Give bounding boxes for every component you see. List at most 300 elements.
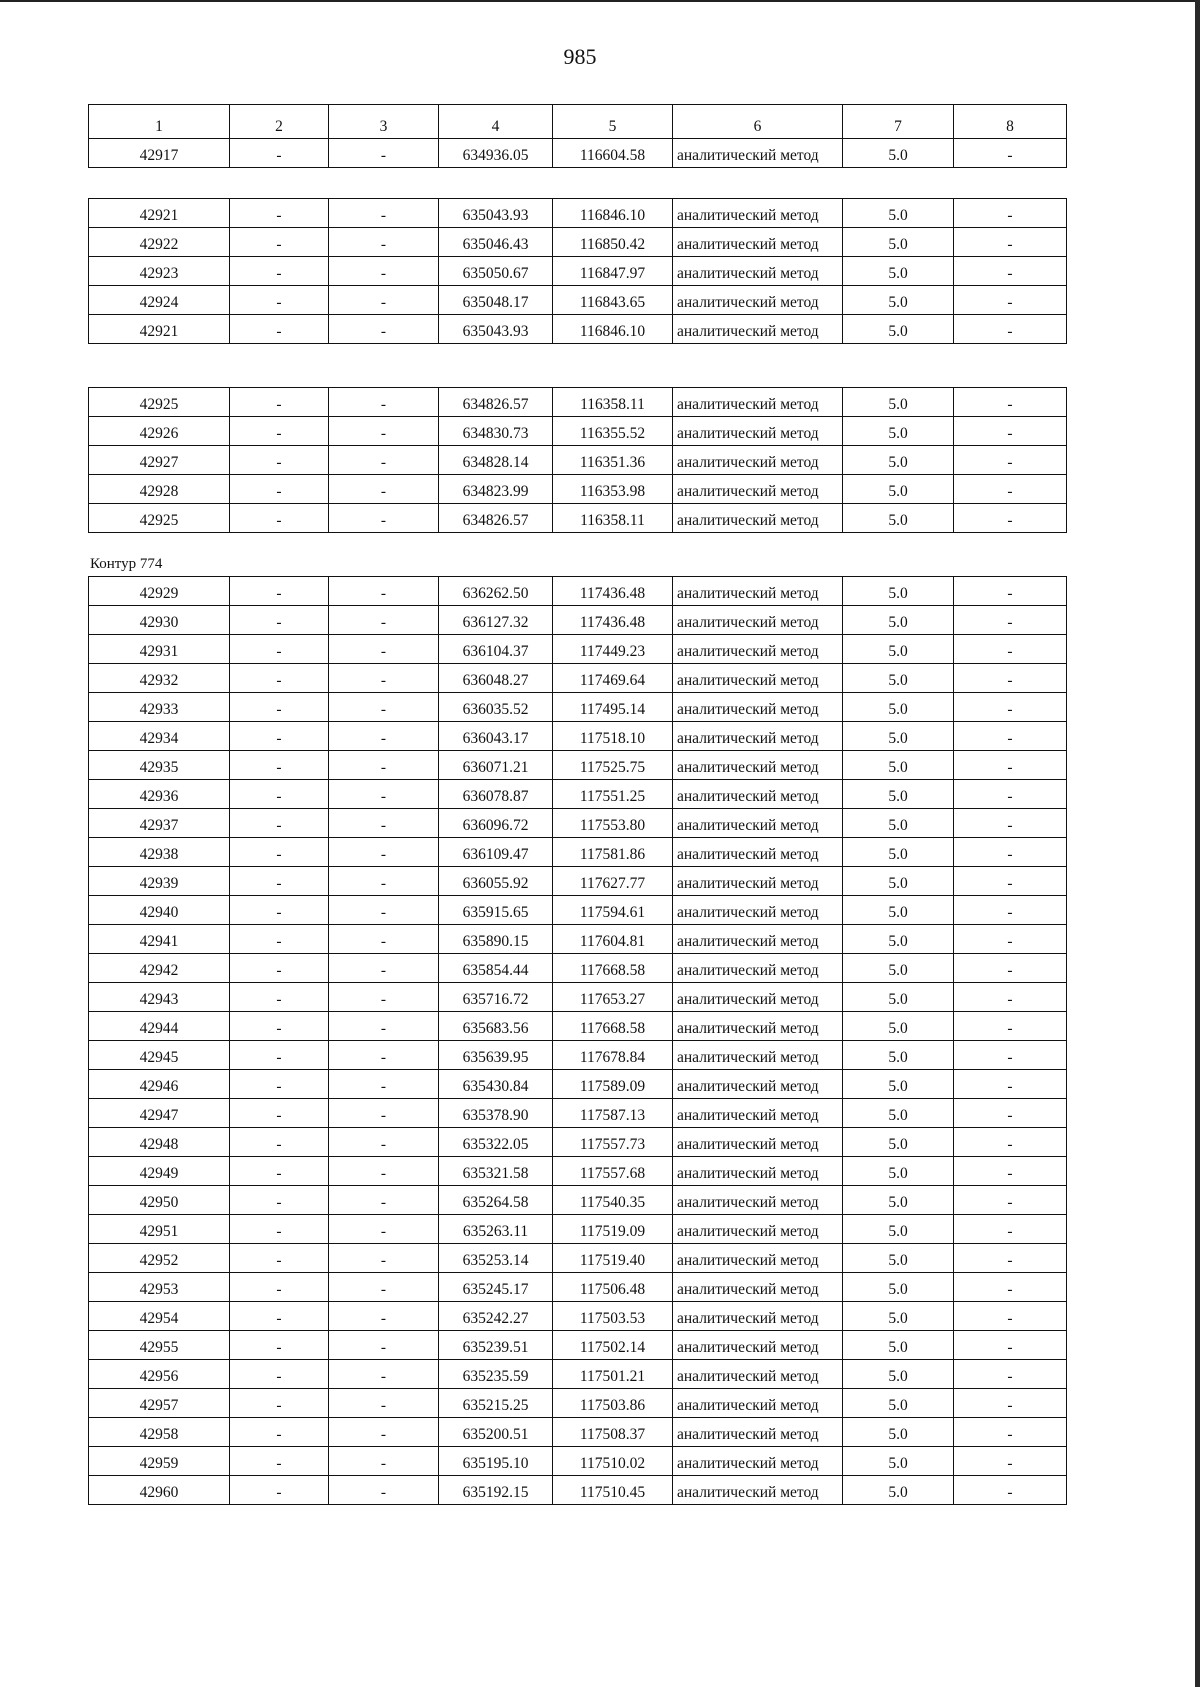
col-3-cell: - <box>329 1099 439 1128</box>
table-row <box>89 388 1067 417</box>
coord-y-cell: 117557.68 <box>553 1157 673 1186</box>
col-2-cell: - <box>230 838 329 867</box>
point-number-cell: 42921 <box>89 199 230 228</box>
col-2-cell: - <box>230 780 329 809</box>
col-2-cell: - <box>230 388 329 417</box>
col-8-cell: - <box>954 257 1067 286</box>
coord-y-cell: 117510.02 <box>553 1447 673 1476</box>
coord-x-cell: 635890.15 <box>439 925 553 954</box>
point-number-cell: 42948 <box>89 1128 230 1157</box>
method-cell: аналитический метод <box>673 475 843 504</box>
col-3-cell: - <box>329 1186 439 1215</box>
coord-y-cell: 116351.36 <box>553 446 673 475</box>
accuracy-cell: 5.0 <box>843 925 954 954</box>
table-row <box>89 315 1067 344</box>
method-cell: аналитический метод <box>673 1041 843 1070</box>
table-block-4 <box>88 576 1067 1505</box>
table-row <box>89 417 1067 446</box>
table-row <box>89 1302 1067 1331</box>
col-3-cell: - <box>329 139 439 168</box>
coord-y-cell: 116355.52 <box>553 417 673 446</box>
col-2-cell: - <box>230 1128 329 1157</box>
col-2-cell: - <box>230 983 329 1012</box>
coord-x-cell: 636104.37 <box>439 635 553 664</box>
method-cell: аналитический метод <box>673 983 843 1012</box>
col-8-cell: - <box>954 475 1067 504</box>
col-3-cell: - <box>329 257 439 286</box>
method-cell: аналитический метод <box>673 780 843 809</box>
col-8-cell: - <box>954 199 1067 228</box>
col-3-cell: - <box>329 417 439 446</box>
method-cell: аналитический метод <box>673 199 843 228</box>
point-number-cell: 42942 <box>89 954 230 983</box>
point-number-cell: 42927 <box>89 446 230 475</box>
method-cell: аналитический метод <box>673 228 843 257</box>
accuracy-cell: 5.0 <box>843 954 954 983</box>
point-number-cell: 42952 <box>89 1244 230 1273</box>
coord-y-cell: 116846.10 <box>553 315 673 344</box>
table-row <box>89 1331 1067 1360</box>
col-8-cell: - <box>954 1070 1067 1099</box>
coord-x-cell: 635192.15 <box>439 1476 553 1505</box>
coord-y-cell: 116850.42 <box>553 228 673 257</box>
point-number-cell: 42922 <box>89 228 230 257</box>
col-3-cell: - <box>329 809 439 838</box>
coord-y-cell: 117525.75 <box>553 751 673 780</box>
accuracy-cell: 5.0 <box>843 867 954 896</box>
col-8-cell: - <box>954 983 1067 1012</box>
coord-y-cell: 117551.25 <box>553 780 673 809</box>
table-row <box>89 780 1067 809</box>
col-2-cell: - <box>230 1360 329 1389</box>
col-8-cell: - <box>954 417 1067 446</box>
method-cell: аналитический метод <box>673 751 843 780</box>
table-block-1 <box>88 104 1067 168</box>
point-number-cell: 42955 <box>89 1331 230 1360</box>
point-number-cell: 42924 <box>89 286 230 315</box>
table-row <box>89 1389 1067 1418</box>
table-row <box>89 1041 1067 1070</box>
col-2-cell: - <box>230 1418 329 1447</box>
col-3-cell: - <box>329 867 439 896</box>
point-number-cell: 42958 <box>89 1418 230 1447</box>
point-number-cell: 42960 <box>89 1476 230 1505</box>
col-3-cell: - <box>329 1070 439 1099</box>
method-cell: аналитический метод <box>673 606 843 635</box>
coord-y-cell: 117519.40 <box>553 1244 673 1273</box>
col-3-cell: - <box>329 504 439 533</box>
accuracy-cell: 5.0 <box>843 722 954 751</box>
col-3-cell: - <box>329 1041 439 1070</box>
coord-y-cell: 117518.10 <box>553 722 673 751</box>
coord-x-cell: 634828.14 <box>439 446 553 475</box>
method-cell: аналитический метод <box>673 635 843 664</box>
coord-y-cell: 117449.23 <box>553 635 673 664</box>
col-8-cell: - <box>954 315 1067 344</box>
accuracy-cell: 5.0 <box>843 693 954 722</box>
coord-x-cell: 635716.72 <box>439 983 553 1012</box>
col-2-cell: - <box>230 1244 329 1273</box>
col-2-cell: - <box>230 867 329 896</box>
coord-x-cell: 635242.27 <box>439 1302 553 1331</box>
method-cell: аналитический метод <box>673 838 843 867</box>
method-cell: аналитический метод <box>673 1360 843 1389</box>
coord-y-cell: 117653.27 <box>553 983 673 1012</box>
table-row <box>89 1244 1067 1273</box>
table-row <box>89 1360 1067 1389</box>
col-3-cell: - <box>329 475 439 504</box>
coord-y-cell: 116358.11 <box>553 504 673 533</box>
table-row <box>89 1418 1067 1447</box>
method-cell: аналитический метод <box>673 257 843 286</box>
col-8-cell: - <box>954 838 1067 867</box>
method-cell: аналитический метод <box>673 1244 843 1273</box>
method-cell: аналитический метод <box>673 1215 843 1244</box>
accuracy-cell: 5.0 <box>843 1331 954 1360</box>
col-2-cell: - <box>230 925 329 954</box>
coord-y-cell: 117501.21 <box>553 1360 673 1389</box>
method-cell: аналитический метод <box>673 1273 843 1302</box>
col-2-cell: - <box>230 954 329 983</box>
method-cell: аналитический метод <box>673 417 843 446</box>
coord-y-cell: 116846.10 <box>553 199 673 228</box>
col-3-cell: - <box>329 1157 439 1186</box>
coord-y-cell: 117503.86 <box>553 1389 673 1418</box>
point-number-cell: 42947 <box>89 1099 230 1128</box>
coord-x-cell: 636043.17 <box>439 722 553 751</box>
table-row <box>89 228 1067 257</box>
col-2-cell: - <box>230 139 329 168</box>
header-cell: 3 <box>329 105 439 139</box>
col-2-cell: - <box>230 606 329 635</box>
header-cell: 4 <box>439 105 553 139</box>
col-8-cell: - <box>954 1476 1067 1505</box>
table-row <box>89 1099 1067 1128</box>
accuracy-cell: 5.0 <box>843 1244 954 1273</box>
contour-label: Контур 774 <box>90 556 163 572</box>
method-cell: аналитический метод <box>673 809 843 838</box>
accuracy-cell: 5.0 <box>843 1128 954 1157</box>
table-row <box>89 257 1067 286</box>
table-row <box>89 838 1067 867</box>
coord-x-cell: 636048.27 <box>439 664 553 693</box>
coord-x-cell: 636071.21 <box>439 751 553 780</box>
col-8-cell: - <box>954 388 1067 417</box>
method-cell: аналитический метод <box>673 1418 843 1447</box>
col-3-cell: - <box>329 1418 439 1447</box>
col-2-cell: - <box>230 417 329 446</box>
col-3-cell: - <box>329 1012 439 1041</box>
col-3-cell: - <box>329 838 439 867</box>
accuracy-cell: 5.0 <box>843 1070 954 1099</box>
accuracy-cell: 5.0 <box>843 1041 954 1070</box>
col-8-cell: - <box>954 1186 1067 1215</box>
col-2-cell: - <box>230 896 329 925</box>
point-number-cell: 42925 <box>89 504 230 533</box>
col-3-cell: - <box>329 388 439 417</box>
col-2-cell: - <box>230 1476 329 1505</box>
col-3-cell: - <box>329 228 439 257</box>
method-cell: аналитический метод <box>673 1099 843 1128</box>
col-2-cell: - <box>230 1070 329 1099</box>
accuracy-cell: 5.0 <box>843 1157 954 1186</box>
accuracy-cell: 5.0 <box>843 1302 954 1331</box>
coord-x-cell: 635215.25 <box>439 1389 553 1418</box>
col-8-cell: - <box>954 139 1067 168</box>
col-2-cell: - <box>230 504 329 533</box>
coord-y-cell: 117594.61 <box>553 896 673 925</box>
coord-x-cell: 635050.67 <box>439 257 553 286</box>
coord-y-cell: 117519.09 <box>553 1215 673 1244</box>
col-3-cell: - <box>329 664 439 693</box>
coord-y-cell: 117668.58 <box>553 1012 673 1041</box>
col-3-cell: - <box>329 606 439 635</box>
coord-x-cell: 634826.57 <box>439 388 553 417</box>
col-2-cell: - <box>230 1389 329 1418</box>
col-2-cell: - <box>230 1099 329 1128</box>
coord-x-cell: 635430.84 <box>439 1070 553 1099</box>
point-number-cell: 42939 <box>89 867 230 896</box>
col-8-cell: - <box>954 780 1067 809</box>
coord-x-cell: 634826.57 <box>439 504 553 533</box>
accuracy-cell: 5.0 <box>843 286 954 315</box>
col-2-cell: - <box>230 1186 329 1215</box>
accuracy-cell: 5.0 <box>843 606 954 635</box>
method-cell: аналитический метод <box>673 954 843 983</box>
method-cell: аналитический метод <box>673 139 843 168</box>
method-cell: аналитический метод <box>673 286 843 315</box>
col-8-cell: - <box>954 1244 1067 1273</box>
method-cell: аналитический метод <box>673 1070 843 1099</box>
point-number-cell: 42951 <box>89 1215 230 1244</box>
col-3-cell: - <box>329 1244 439 1273</box>
coord-x-cell: 635263.11 <box>439 1215 553 1244</box>
col-3-cell: - <box>329 1360 439 1389</box>
col-8-cell: - <box>954 809 1067 838</box>
accuracy-cell: 5.0 <box>843 1012 954 1041</box>
table-row <box>89 504 1067 533</box>
coord-y-cell: 117678.84 <box>553 1041 673 1070</box>
method-cell: аналитический метод <box>673 315 843 344</box>
col-2-cell: - <box>230 635 329 664</box>
method-cell: аналитический метод <box>673 1128 843 1157</box>
accuracy-cell: 5.0 <box>843 983 954 1012</box>
table-row <box>89 1215 1067 1244</box>
method-cell: аналитический метод <box>673 925 843 954</box>
coord-y-cell: 116358.11 <box>553 388 673 417</box>
point-number-cell: 42959 <box>89 1447 230 1476</box>
table-row <box>89 1157 1067 1186</box>
col-2-cell: - <box>230 577 329 606</box>
coord-x-cell: 635048.17 <box>439 286 553 315</box>
table-row <box>89 925 1067 954</box>
col-2-cell: - <box>230 315 329 344</box>
col-3-cell: - <box>329 983 439 1012</box>
coord-x-cell: 636096.72 <box>439 809 553 838</box>
coord-x-cell: 635239.51 <box>439 1331 553 1360</box>
table-row <box>89 809 1067 838</box>
accuracy-cell: 5.0 <box>843 504 954 533</box>
col-8-cell: - <box>954 1418 1067 1447</box>
col-3-cell: - <box>329 896 439 925</box>
header-cell: 5 <box>553 105 673 139</box>
point-number-cell: 42925 <box>89 388 230 417</box>
point-number-cell: 42956 <box>89 1360 230 1389</box>
accuracy-cell: 5.0 <box>843 896 954 925</box>
coord-y-cell: 117502.14 <box>553 1331 673 1360</box>
coord-x-cell: 636035.52 <box>439 693 553 722</box>
col-3-cell: - <box>329 286 439 315</box>
coord-y-cell: 117581.86 <box>553 838 673 867</box>
method-cell: аналитический метод <box>673 1389 843 1418</box>
method-cell: аналитический метод <box>673 1447 843 1476</box>
col-8-cell: - <box>954 954 1067 983</box>
coord-y-cell: 117668.58 <box>553 954 673 983</box>
accuracy-cell: 5.0 <box>843 1273 954 1302</box>
method-cell: аналитический метод <box>673 693 843 722</box>
col-3-cell: - <box>329 1215 439 1244</box>
col-3-cell: - <box>329 925 439 954</box>
col-3-cell: - <box>329 446 439 475</box>
method-cell: аналитический метод <box>673 388 843 417</box>
col-2-cell: - <box>230 1041 329 1070</box>
header-cell: 6 <box>673 105 843 139</box>
col-8-cell: - <box>954 1157 1067 1186</box>
method-cell: аналитический метод <box>673 1012 843 1041</box>
point-number-cell: 42926 <box>89 417 230 446</box>
coord-x-cell: 635235.59 <box>439 1360 553 1389</box>
accuracy-cell: 5.0 <box>843 577 954 606</box>
point-number-cell: 42949 <box>89 1157 230 1186</box>
point-number-cell: 42928 <box>89 475 230 504</box>
col-2-cell: - <box>230 475 329 504</box>
method-cell: аналитический метод <box>673 664 843 693</box>
accuracy-cell: 5.0 <box>843 1099 954 1128</box>
col-2-cell: - <box>230 664 329 693</box>
col-8-cell: - <box>954 722 1067 751</box>
coord-y-cell: 117436.48 <box>553 577 673 606</box>
col-2-cell: - <box>230 1447 329 1476</box>
coord-y-cell: 117627.77 <box>553 867 673 896</box>
method-cell: аналитический метод <box>673 1157 843 1186</box>
coord-x-cell: 635043.93 <box>439 315 553 344</box>
col-3-cell: - <box>329 1302 439 1331</box>
col-2-cell: - <box>230 446 329 475</box>
col-8-cell: - <box>954 664 1067 693</box>
coord-y-cell: 116353.98 <box>553 475 673 504</box>
col-3-cell: - <box>329 199 439 228</box>
point-number-cell: 42921 <box>89 315 230 344</box>
method-cell: аналитический метод <box>673 1331 843 1360</box>
coord-x-cell: 636109.47 <box>439 838 553 867</box>
coord-x-cell: 635253.14 <box>439 1244 553 1273</box>
col-8-cell: - <box>954 896 1067 925</box>
coord-y-cell: 117506.48 <box>553 1273 673 1302</box>
col-8-cell: - <box>954 1273 1067 1302</box>
col-3-cell: - <box>329 1389 439 1418</box>
col-2-cell: - <box>230 1302 329 1331</box>
point-number-cell: 42946 <box>89 1070 230 1099</box>
accuracy-cell: 5.0 <box>843 1418 954 1447</box>
col-8-cell: - <box>954 1041 1067 1070</box>
col-8-cell: - <box>954 1447 1067 1476</box>
point-number-cell: 42936 <box>89 780 230 809</box>
col-2-cell: - <box>230 751 329 780</box>
header-row <box>89 105 1067 139</box>
col-8-cell: - <box>954 446 1067 475</box>
col-8-cell: - <box>954 751 1067 780</box>
col-8-cell: - <box>954 1099 1067 1128</box>
col-3-cell: - <box>329 693 439 722</box>
header-cell: 1 <box>89 105 230 139</box>
coord-x-cell: 636262.50 <box>439 577 553 606</box>
col-2-cell: - <box>230 199 329 228</box>
coord-x-cell: 634936.05 <box>439 139 553 168</box>
coord-x-cell: 635321.58 <box>439 1157 553 1186</box>
table-row <box>89 1476 1067 1505</box>
accuracy-cell: 5.0 <box>843 446 954 475</box>
col-8-cell: - <box>954 1215 1067 1244</box>
coord-x-cell: 635378.90 <box>439 1099 553 1128</box>
method-cell: аналитический метод <box>673 896 843 925</box>
table-row <box>89 1186 1067 1215</box>
table-row <box>89 1070 1067 1099</box>
col-2-cell: - <box>230 228 329 257</box>
accuracy-cell: 5.0 <box>843 664 954 693</box>
coord-x-cell: 636078.87 <box>439 780 553 809</box>
col-3-cell: - <box>329 722 439 751</box>
accuracy-cell: 5.0 <box>843 809 954 838</box>
coord-y-cell: 117540.35 <box>553 1186 673 1215</box>
point-number-cell: 42950 <box>89 1186 230 1215</box>
coord-y-cell: 117469.64 <box>553 664 673 693</box>
table-row <box>89 446 1067 475</box>
col-8-cell: - <box>954 1360 1067 1389</box>
point-number-cell: 42933 <box>89 693 230 722</box>
point-number-cell: 42944 <box>89 1012 230 1041</box>
point-number-cell: 42943 <box>89 983 230 1012</box>
col-2-cell: - <box>230 1215 329 1244</box>
method-cell: аналитический метод <box>673 722 843 751</box>
point-number-cell: 42954 <box>89 1302 230 1331</box>
table-row <box>89 867 1067 896</box>
accuracy-cell: 5.0 <box>843 780 954 809</box>
col-8-cell: - <box>954 635 1067 664</box>
coord-x-cell: 635046.43 <box>439 228 553 257</box>
coord-y-cell: 116604.58 <box>553 139 673 168</box>
coord-x-cell: 636127.32 <box>439 606 553 635</box>
coord-y-cell: 117503.53 <box>553 1302 673 1331</box>
accuracy-cell: 5.0 <box>843 1186 954 1215</box>
col-2-cell: - <box>230 1012 329 1041</box>
col-8-cell: - <box>954 286 1067 315</box>
table-row <box>89 199 1067 228</box>
table-row <box>89 286 1067 315</box>
accuracy-cell: 5.0 <box>843 139 954 168</box>
col-3-cell: - <box>329 577 439 606</box>
method-cell: аналитический метод <box>673 577 843 606</box>
point-number-cell: 42931 <box>89 635 230 664</box>
accuracy-cell: 5.0 <box>843 1447 954 1476</box>
scan-edge-top <box>0 0 1200 2</box>
table-row <box>89 1128 1067 1157</box>
coord-y-cell: 117589.09 <box>553 1070 673 1099</box>
col-8-cell: - <box>954 228 1067 257</box>
col-8-cell: - <box>954 504 1067 533</box>
point-number-cell: 42929 <box>89 577 230 606</box>
col-3-cell: - <box>329 1128 439 1157</box>
accuracy-cell: 5.0 <box>843 475 954 504</box>
